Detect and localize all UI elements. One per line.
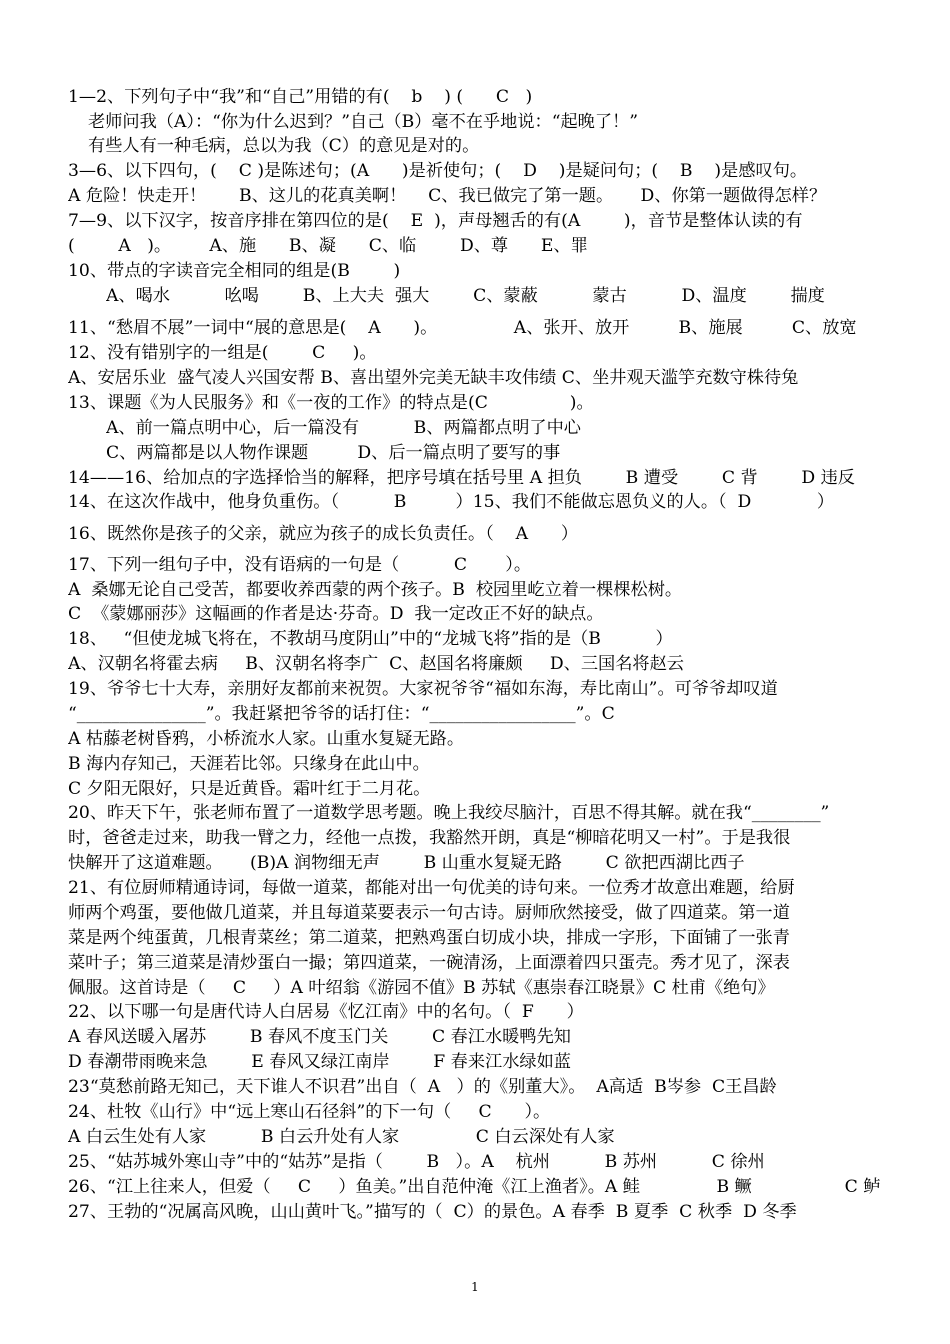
text-line: 快解开了这道难题。 (B)A 润物细无声 B 山重水复疑无路 C 欲把西湖比西子 [68,853,745,873]
text-line: A、汉朝名将霍去病 B、汉朝名将李广 C、赵国名将廉颇 D、三国名将赵云 [68,654,684,674]
text-line: 18、 “但使龙城飞将在，不教胡马度阴山”中的“龙城飞将”指的是（B ） [68,629,673,649]
text-line: 3—6、以下四句，( C )是陈述句；(A )是祈使句；( D )是疑问句；( B )是感叹句。 [68,161,808,181]
text-line: 24、杜牧《山行》中“远上寒山石径斜”的下一句（ C ）。 [68,1102,551,1122]
text-line: D 春潮带雨晚来急 E 春风又绿江南岸 F 春来江水绿如蓝 [68,1052,571,1072]
text-line: 13、课题《为人民服务》和《一夜的工作》的特点是(C )。 [68,393,594,413]
text-line: 25、“姑苏城外寒山寺”中的“姑苏”是指（ B ）。A 杭州 B 苏州 C 徐州 [68,1152,765,1172]
text-line: A 危险！快走开！ B、这儿的花真美啊！ C、我已做完了第一题。 D、你第一题做得怎样？ [68,186,827,206]
text-line: 11、“愁眉不展”一词中“展的意思是( A )。 A、张开、放开 B、施展 C、放宽 [68,318,857,338]
text-line: “_______________”。我赶紧把爷爷的话打住：“_________________”。C [68,704,615,724]
text-line: 师两个鸡蛋，要他做几道菜，并且每道菜要表示一句古诗。厨师欣然接受，做了四道菜。第一道 [68,903,790,923]
text-line: A、前一篇点明中心，后一篇没有 B、两篇都点明了中心 [106,418,581,438]
text-line: A、喝水 吆喝 B、上大夫 强大 C、蒙蔽 蒙古 D、温度 揣度 [106,286,825,306]
text-line: 19、爷爷七十大寿，亲朋好友都前来祝贺。大家祝爷爷“福如东海，寿比南山”。可爷爷却叹道 [68,679,778,699]
text-line: 10、带点的字读音完全相同的组是(B ) [68,261,401,281]
text-line: 20、昨天下午，张老师布置了一道数学思考题。晚上我绞尽脑汁，百思不得其解。就在我“________” [68,803,830,823]
text-line: 有些人有一种毛病，总以为我（C）的意见是对的。 [88,136,480,156]
text-line: 菜是两个纯蛋黄，几根青菜丝；第二道菜，把熟鸡蛋白切成小块，排成一字形，下面铺了一张青 [68,928,790,948]
text-line: C 夕阳无限好，只是近黄昏。霜叶红于二月花。 [68,779,431,799]
text-line: A 春风送暖入屠苏 B 春风不度玉门关 C 春江水暖鸭先知 [68,1027,571,1047]
text-line: 1—2、下列句子中“我”和“自己”用错的有( b ) ( C ) [68,87,533,107]
page-number: 1 [471,1280,479,1294]
text-line: 12、没有错别字的一组是( C )。 [68,343,377,363]
text-line: 23“莫愁前路无知己，天下谁人不识君”出自（ A ）的《别董大》。 A高适 B岑参 C王昌龄 [68,1077,777,1097]
text-line: 菜叶子；第三道菜是清炒蛋白一撮；第四道菜，一碗清汤，上面漂着四只蛋壳。秀才见了，深表 [68,953,790,973]
text-line: C 《蒙娜丽莎》这幅画的作者是达·芬奇。D 我一定改正不好的缺点。 [68,604,604,624]
text-line: 27、王勃的“况属高风晚，山山黄叶飞。”描写的（ C）的景色。A 春季 B 夏季 C 秋季 D 冬季 [68,1202,797,1222]
text-line: 22、以下哪一句是唐代诗人白居易《忆江南》中的名句。（ F ） [68,1002,584,1022]
text-line: A、安居乐业 盛气凌人兴国安帮 B、喜出望外完美无缺丰攻伟绩 C、坐井观天滥竽充数守株待兔 [68,368,799,388]
text-line: 7—9、以下汉字，按音序排在第四位的是( E )，声母翘舌的有(A )，音节是整体认读的有 [68,211,803,231]
text-line: 17、下列一组句子中，没有语病的一句是（ C ）。 [68,555,532,575]
text-line: 21、有位厨师精通诗词，每做一道菜，都能对出一句优美的诗句来。一位秀才故意出难题，给厨 [68,878,795,898]
text-line: C、两篇都是以人物作课题 D、后一篇点明了要写的事 [106,443,561,463]
text-line: 14、在这次作战中，他身负重伤。（ B ）15、我们不能做忘恩负义的人。（ D ） [68,492,835,512]
text-line: 老师问我（A）：“你为什么迟到？”自己（B）毫不在乎地说：“起晚了！” [88,112,639,132]
text-line: ( A )。 A、施 B、凝 C、临 D、尊 E、罪 [68,236,588,256]
text-line: 14——16、给加点的字选择恰当的解释，把序号填在括号里 A 担负 B 遭受 C 背 D 违反 [68,468,855,488]
text-line: 时，爸爸走过来，助我一臂之力，经他一点拨，我豁然开朗，真是“柳暗花明又一村”。于是我很 [68,828,791,848]
text-line: A 桑娜无论自己受苦，都要收养西蒙的两个孩子。B 校园里屹立着一棵棵松树。 [68,580,683,600]
text-line: 16、既然你是孩子的父亲，就应为孩子的成长负责任。（ A ） [68,524,579,544]
text-line: 佩服。这首诗是（ C ）A 叶绍翁《游园不值》B 苏轼《惠崇春江晓景》C 杜甫《绝句》 [68,978,775,998]
text-line: A 白云生处有人家 B 白云升处有人家 C 白云深处有人家 [68,1127,615,1147]
text-line: B 海内存知己，天涯若比邻。只缘身在此山中。 [68,754,430,774]
text-line: A 枯藤老树昏鸦，小桥流水人家。山重水复疑无路。 [68,729,465,749]
text-line: 26、“江上往来人，但爱（ C ）鱼美。”出自范仲淹《江上渔者》。A 鲑 B 鳜 C 鲈 [68,1177,881,1197]
